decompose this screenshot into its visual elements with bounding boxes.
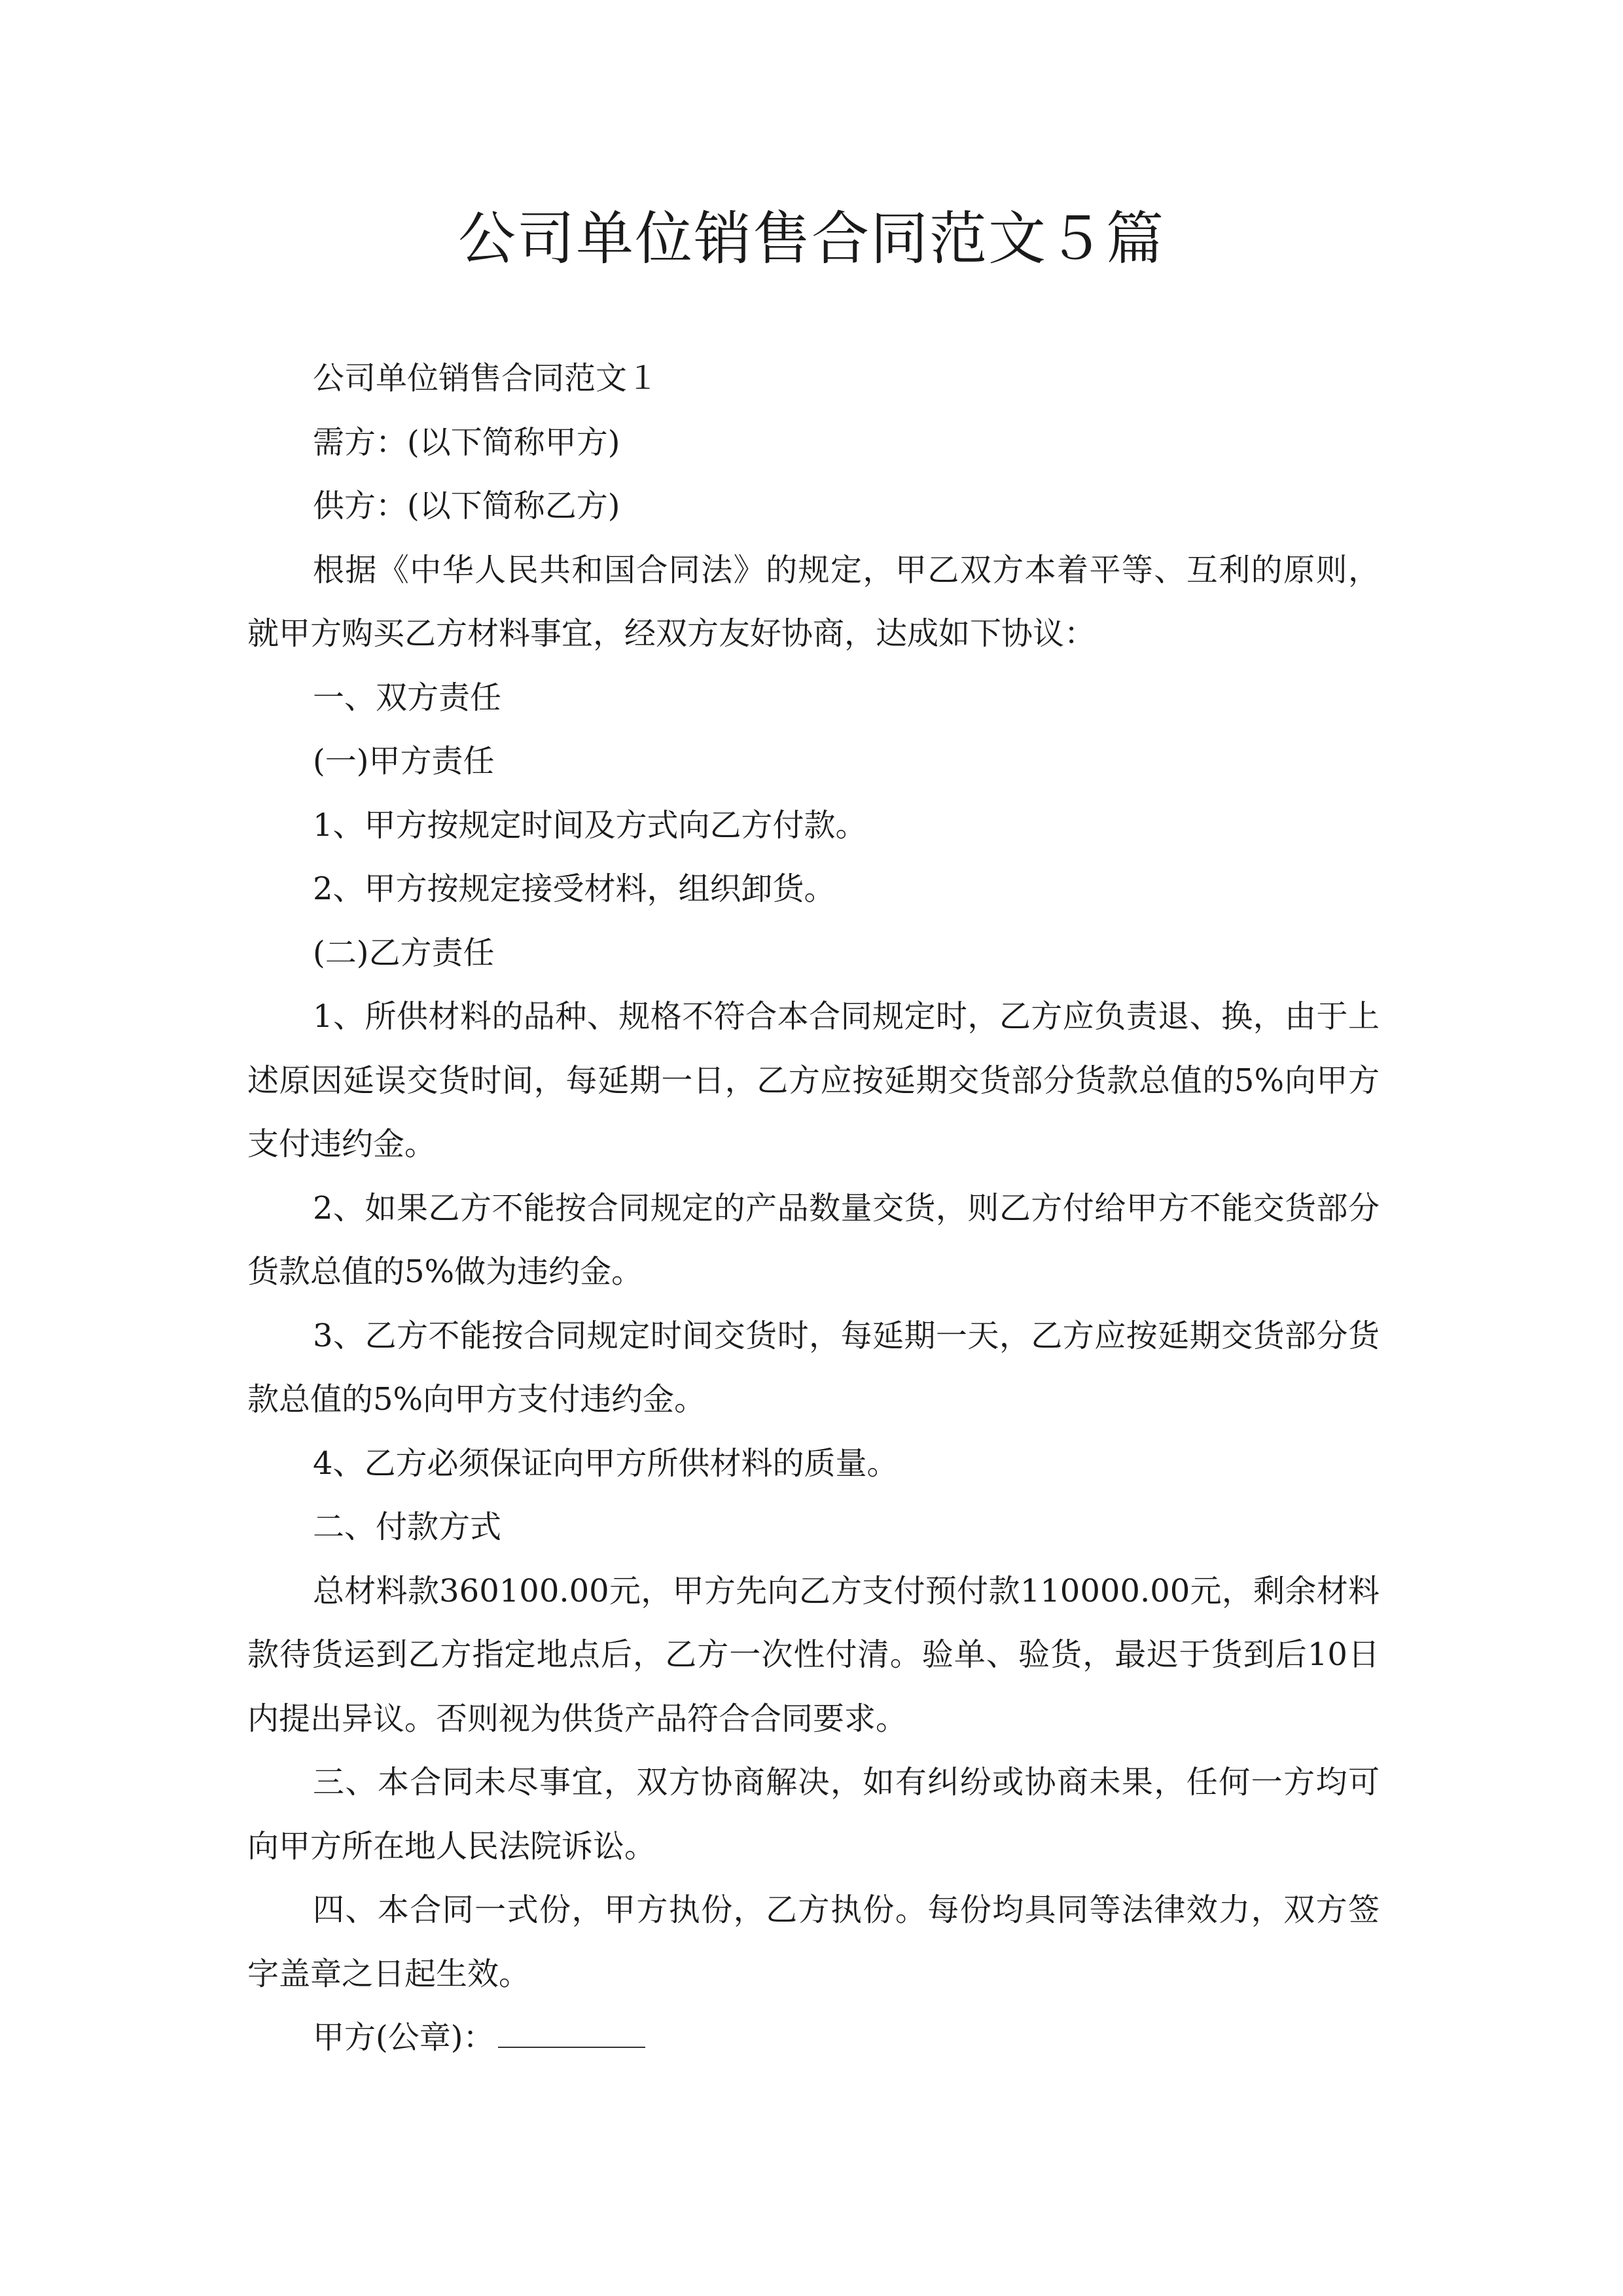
buyer-line: 需方：(以下简称甲方) — [313, 423, 620, 461]
signature-blank — [498, 2013, 645, 2048]
document-title: 公司单位销售合同范文５篇 — [457, 205, 1165, 272]
subclause-heading: (二)乙方责任 — [313, 934, 495, 971]
clause-item: 2、甲方按规定接受材料，组织卸货。 — [313, 870, 836, 907]
clause-item: 1、所供材料的品种、规格不符合本合同规定时，乙方应负责退、换，由于上述原因延误交货时间，每延期一日，乙方应按延期交货部分货款总值的5%向甲方支付违约金。 — [247, 998, 1380, 1162]
clause-heading: 二、付款方式 — [313, 1509, 502, 1545]
preamble-paragraph: 根据《中华人民共和国合同法》的规定，甲乙双方本着平等、互利的原则，就甲方购买乙方材料事宜，经双方友好协商，达成如下协议： — [247, 551, 1380, 652]
clause-item: 3、乙方不能按合同规定时间交货时，每延期一天，乙方应按延期交货部分货款总值的5%向甲方支付违约金。 — [247, 1317, 1380, 1418]
clause-item: 4、乙方必须保证向甲方所供材料的质量。 — [313, 1444, 899, 1482]
clause-item: 1、甲方按规定时间及方式向乙方付款。 — [313, 806, 867, 844]
clause-paragraph: 三、本合同未尽事宜，双方协商解决，如有纠纷或协商未果，任何一方均可向甲方所在地人民法院诉讼。 — [247, 1764, 1380, 1865]
document-body — [247, 347, 1380, 2070]
clause-paragraph: 四、本合同一式份，甲方执份，乙方执份。每份均具同等法律效力，双方签字盖章之日起生效。 — [247, 1892, 1380, 1992]
clause-item: 2、如果乙方不能按合同规定的产品数量交货，则乙方付给甲方不能交货部分货款总值的5%做为违约金。 — [247, 1189, 1380, 1290]
clause-heading: 一、双方责任 — [313, 679, 502, 716]
subclause-heading: (一)甲方责任 — [313, 743, 495, 780]
payment-paragraph: 总材料款360100.00元，甲方先向乙方支付预付款110000.00元，剩余材料款待货运到乙方指定地点后，乙方一次性付清。验单、验货，最迟于货到后10日内提出异议。否则视为供货产品符合合同要求。 — [247, 1572, 1380, 1737]
section-heading: 公司单位销售合同范文１ — [313, 360, 659, 397]
signature-label: 甲方(公章)： — [313, 2019, 495, 2056]
supplier-line: 供方：(以下简称乙方) — [313, 488, 620, 524]
signature-line — [247, 2006, 1380, 2070]
